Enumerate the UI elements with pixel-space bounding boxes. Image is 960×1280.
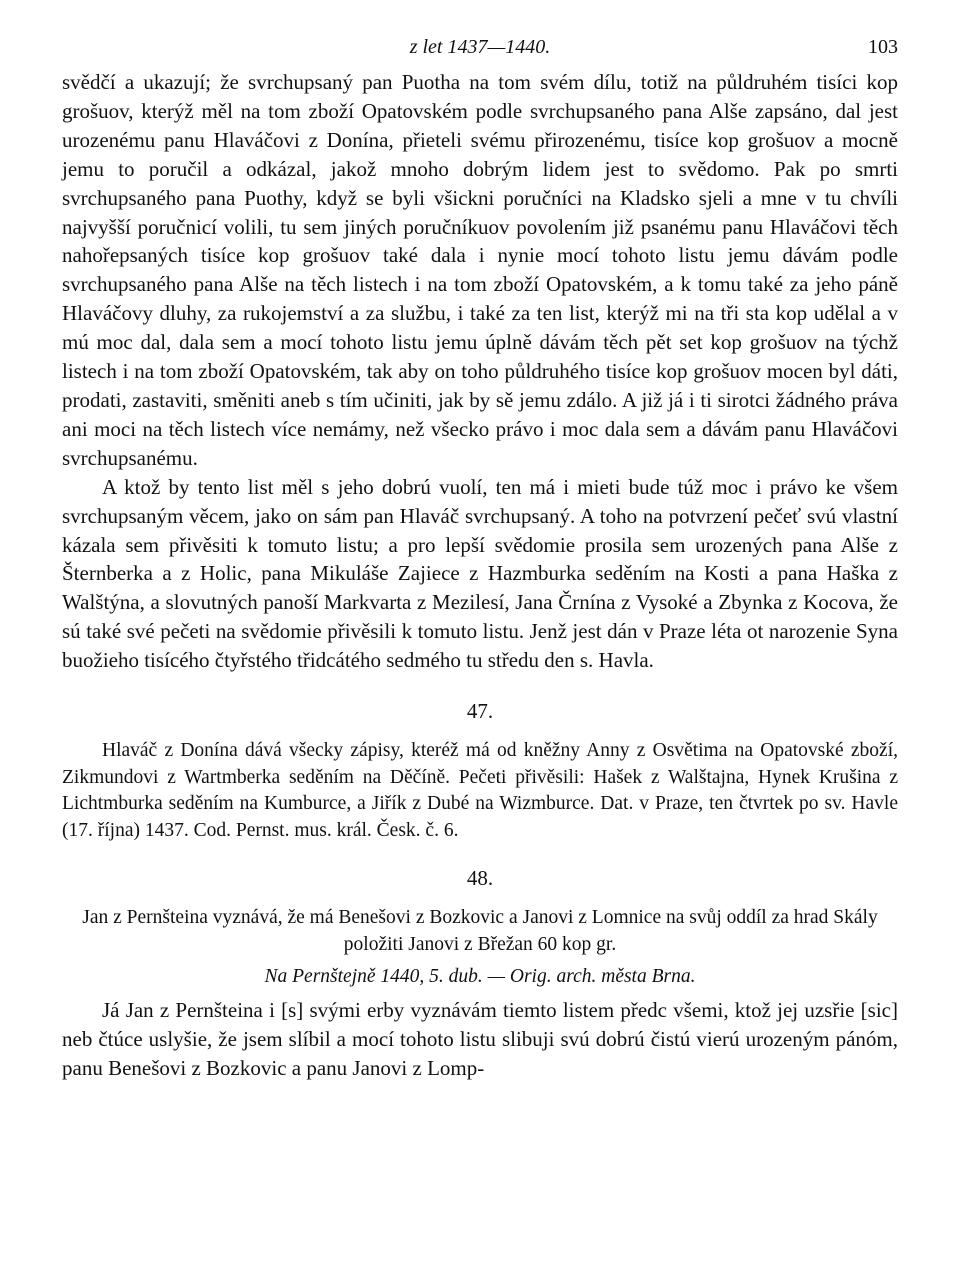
source-citation-48: Na Pernštejně 1440, 5. dub. — Orig. arch. města Brna. <box>264 966 696 988</box>
regest-48: Jan z Pernšteina vyznává, že má Benešovi z Bozkovic a Janovi z Lomnice na svůj oddíl za hrad Skály položiti Janovi z Břežan 60 kop gr. <box>82 907 878 955</box>
regest-47: Hlaváč z Donína dává všecky zápisy, kteréž má od kněžny Anny z Osvětima na Opatovské zboží, Zikmundovi z Wartmberka seděním na Děčíně. Pečeti přivěsili: Hašek z Walštajna, Hynek Krušina z Lichtmburka seděním na Kumburce, a Jiřík z Dubé na Wizmburce. Dat. v Praze, ten čtvrtek po sv. Havle (17. října) 1437. Cod. Pernst. mus. král. Česk. č. 6. <box>62 740 898 841</box>
document-number-48: 48. <box>466 866 494 891</box>
document-number-47: 47. <box>466 699 494 724</box>
document-46-continuation <box>62 68 898 675</box>
running-title: z let 1437—1440. <box>409 36 551 58</box>
running-head <box>62 32 898 68</box>
paragraph-sealing-clause: A ktož by tento list měl s jeho dobrú vuolí, ten má i mieti bude túž moc i právo ke všem svrchupsaným věcem, jako on sám pan Hlaváč svrchupsaný. A toho na potvrzení pečeť svú vlastní kázala sem přivěsiti k tomuto listu; a pro lepší svědomie prosila sem urozených pana Alše z Šternberka a z Holic, pana Mikuláše Zajiece z Hazmburka seděním na Kosti a pana Haška z Walštýna, a slovutných panoší Markvarta z Mezilesí, Jana Črnína z Vysoké a Zbynka z Kocova, že sú také své pečeti na svědomie přivěsili k tomuto listu. Jenž jest dán v Praze léta ot narozenie Syna buožieho tisícého čtyřstého třidcátého sedmého tu středu den s. Havla. <box>62 474 898 673</box>
page-number: 103 <box>868 36 898 58</box>
book-page <box>62 32 898 1083</box>
document-48-body: Já Jan z Pernšteina i [s] svými erby vyznávám tiemto listem předc všemi, ktož jej uzsřie [sic] neb čtúce uslyšie, že jsem slíbil a mocí tohoto listu slibuji svú dobrú čistú vierú urozeným pánóm, panu Benešovi z Bozkovic a panu Janovi z Lomp- <box>62 998 898 1081</box>
paragraph-continuation: svědčí a ukazují; že svrchupsaný pan Puotha na tom svém dílu, totiž na půldruhém tisíci kop grošuov, kterýž měl na tom zboží Opatovském podle svrchupsaného pana Alše zapsáno, dal jest urozenému panu Hlaváčovi z Donína, přieteli svému přirozenému, tisíce kop grošuov a mocně jemu to poručil a odkázal, jakož mnoho dobrým lidem jest to svědomo. Pak po smrti svrchupsaného pana Puothy, když se byli všickni poručníci na Kladsko sjeli a mne v tu chvíli najvyšší poručnicí volili, tu sem jiných poručníkuov povolením již psanému panu Hlaváčovi těch nahořepsaných tisíce kop grošuov také dala i nynie mocí tohoto listu jemu dávám podle svrchupsaného pana Alše na těch listech i na tom zboží Opatovském, a k tomu také za jeho páně Hlaváčovy dluhy, za rukojemství a za službu, i také za ten list, kterýž mi na tři sta kop udělal a v mú moc dal, dala sem a mocí tohoto listu jemu úplně dávám těch pět set kop grošuov na týchž listech i na tom zboží Opatovském, tak aby on toho půldruhého tisíce kop grošuov mocen byl dáti, prodati, zastaviti, směniti aneb s tím učiniti, jak by sě jemu zdálo. A již já i ti sirotci žádného práva ani moci na těch listech více nemámy, než všecko právo i moc dala sem a dávám panu Hlaváčovi svrchupsanému. <box>62 70 898 470</box>
